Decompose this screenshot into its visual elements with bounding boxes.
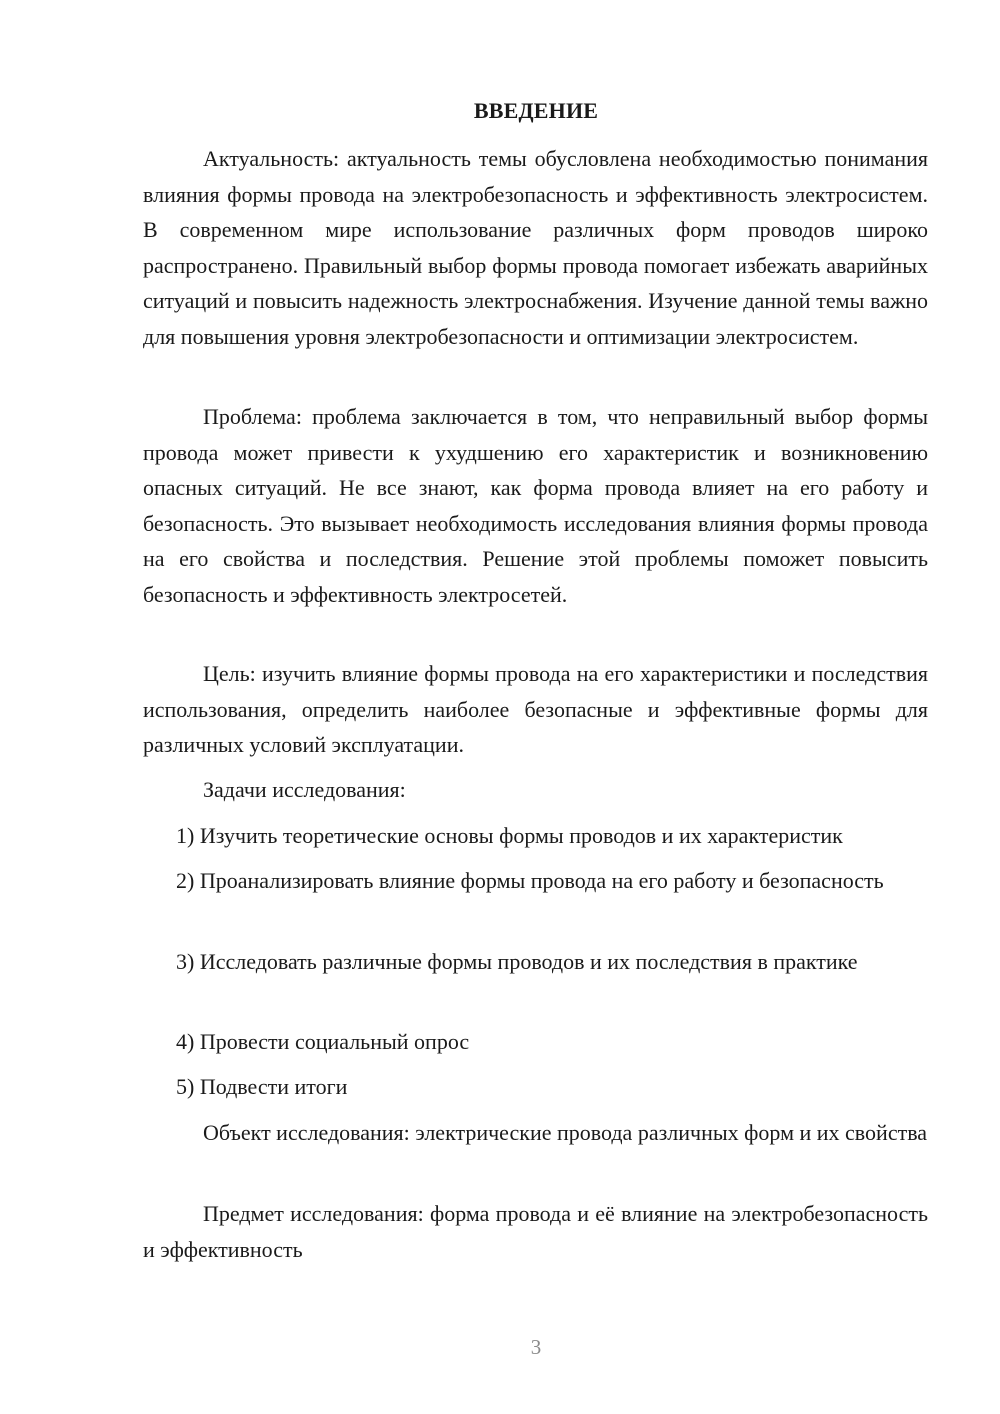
subject-paragraph: Предмет исследования: форма провода и её влияние на электробезопасность и эффективность (143, 1201, 928, 1262)
goal-paragraph: Цель: изучить влияние формы провода на его характеристики и последствия использования, определить наиболее безопасные и эффективные формы для различных условий эксплуатации. (143, 661, 928, 757)
page-number: 3 (530, 1335, 542, 1359)
relevance-paragraph: Актуальность: актуальность темы обусловлена необходимостью понимания влияния формы провода на электробезопасность и эффективность электросистем. В современном мире использование различных форм проводов широко распространено. Правильный выбор формы провода помогает избежать аварийных ситуаций и повысить надежность электроснабжения. Изучение данной темы важно для повышения уровня электробезопасности и оптимизации электросистем. (143, 146, 928, 349)
problem-paragraph: Проблема: проблема заключается в том, что неправильный выбор формы провода может привести к ухудшению его характеристик и возникновению опасных ситуаций. Не все знают, как форма провода влияет на его работу и безопасность. Это вызывает необходимость исследования влияния формы провода на его свойства и последствия. Решение этой проблемы поможет повысить безопасность и эффективность электросетей. (143, 404, 928, 607)
task-item-1: 1) Изучить теоретические основы формы проводов и их характеристик (176, 823, 843, 848)
section-heading: ВВЕДЕНИЕ (473, 98, 599, 123)
tasks-title: Задачи исследования: (203, 777, 406, 802)
task-item-4: 4) Провести социальный опрос (176, 1029, 470, 1054)
task-item-5: 5) Подвести итоги (176, 1074, 348, 1099)
task-item-2: 2) Проанализировать влияние формы провода на его работу и безопасность (176, 868, 884, 893)
task-item-3: 3) Исследовать различные формы проводов и их последствия в практике (176, 949, 858, 974)
object-paragraph: Объект исследования: электрические провода различных форм и их свойства (203, 1120, 928, 1145)
